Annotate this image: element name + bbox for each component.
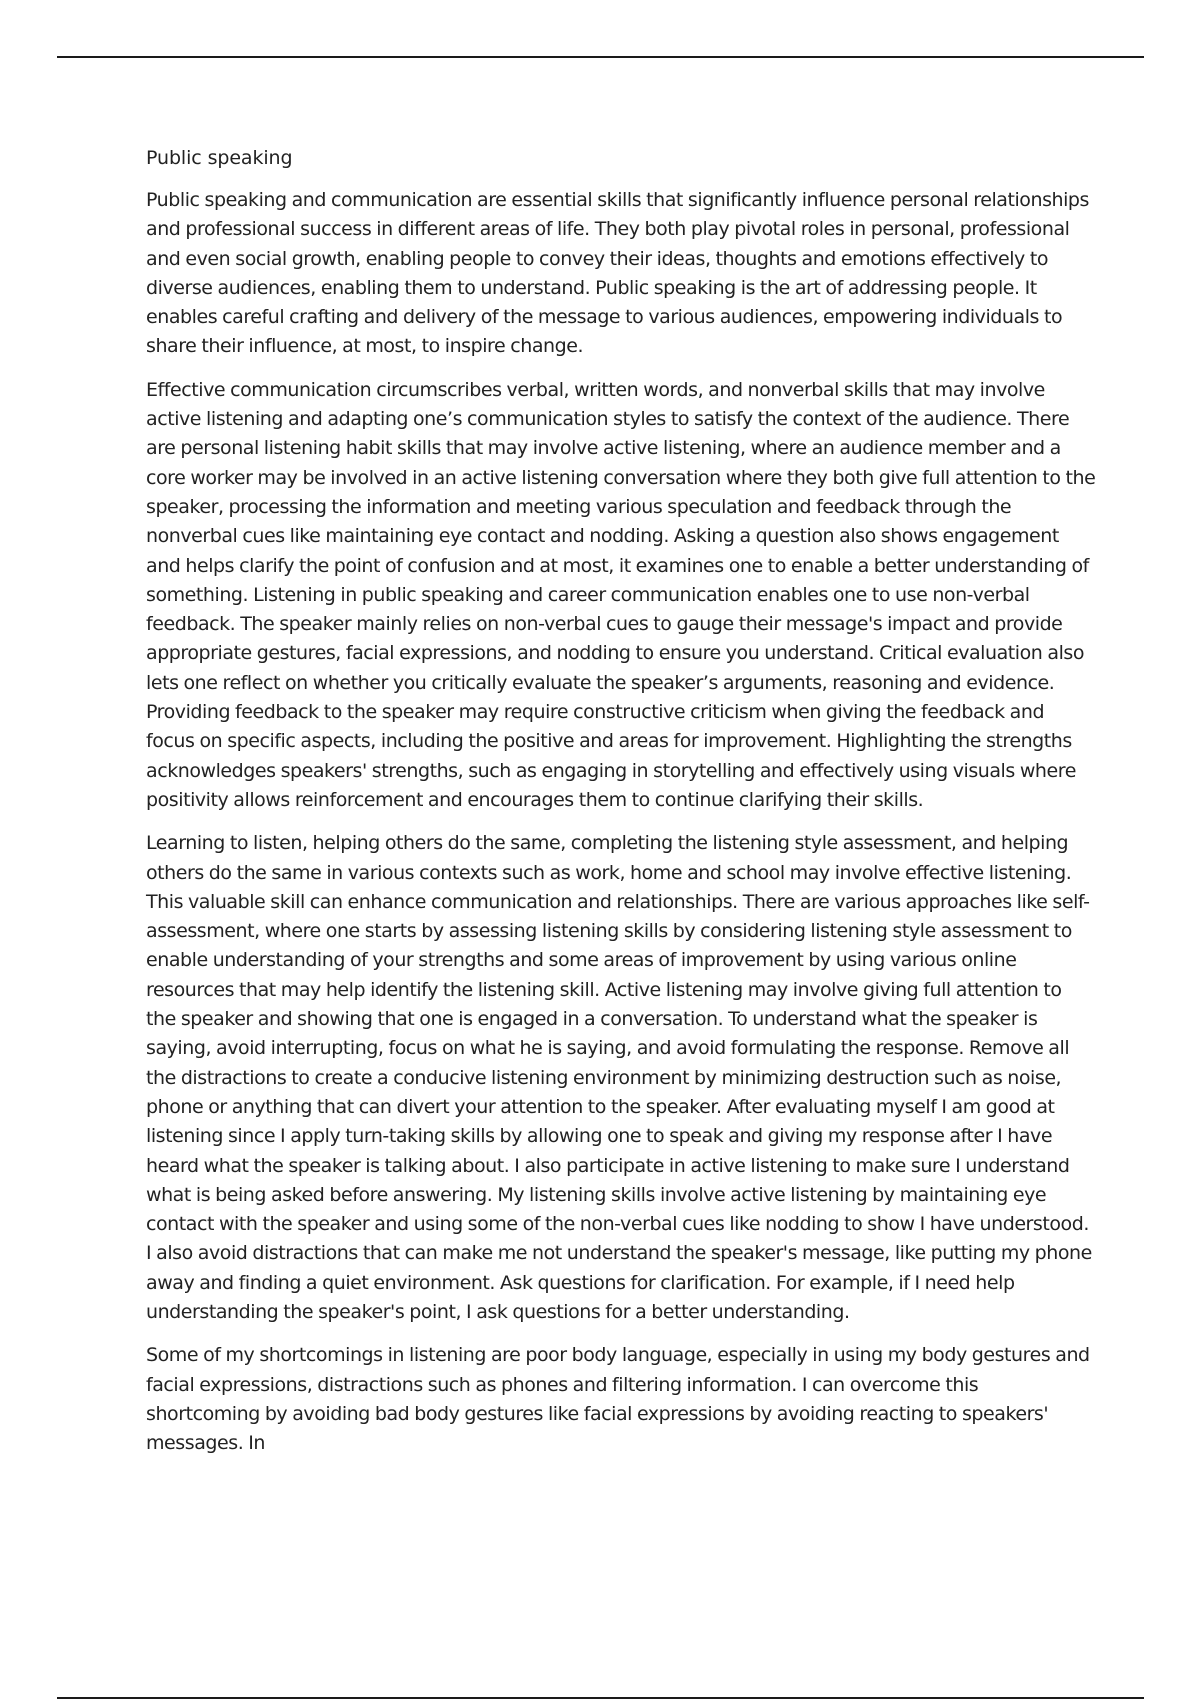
paragraph-1: Public speaking and communication are essential skills that significantly influence personal relationships and professional success in different areas of life. They both play pivotal roles in personal, professional and even social growth, enabling people to convey their ideas, thoughts and emotions effectively to diverse audiences, enabling them to understand. Public speaking is the art of addressing people. It enables careful crafting and delivery of the message to various audiences, empowering individuals to share their influence, at most, to inspire change.: [146, 189, 1089, 358]
footer-rule: [57, 1697, 1144, 1699]
paragraph-3: Learning to listen, helping others do the same, completing the listening style assessment, and helping others do the same in various contexts such as work, home and school may involve effective listening. This valuable skill can enhance communication and relationships. There are various approaches like self-assessment, where one starts by assessing listening skills by considering listening style assessment to enable understanding of your strengths and some areas of improvement by using various online resources that may help identify the listening skill. Active listening may involve giving full attention to the speaker and showing that one is engaged in a conversation. To understand what the speaker is saying, avoid interrupting, focus on what he is saying, and avoid formulating the response. Remove all the distractions to create a conducive listening environment by minimizing destruction such as noise, phone or anything that can divert your attention to the speaker. After evaluating myself I am good at listening since I apply turn-taking skills by allowing one to speak and giving my response after I have heard what the speaker is talking about. I also participate in active listening to make sure I understand what is being asked before answering. My listening skills involve active listening by maintaining eye contact with the speaker and using some of the non-verbal cues like nodding to show I have understood. I also avoid distractions that can make me not understand the speaker's message, like putting my phone away and finding a quiet environment. Ask questions for clarification. For example, if I need help understanding the speaker's point, I ask questions for a better understanding.: [146, 832, 1092, 1323]
paragraph-4: Some of my shortcomings in listening are poor body language, especially in using my body gestures and facial expressions, distractions such as phones and filtering information. I can overcome this shortcoming by avoiding bad body gestures like facial expressions by avoiding reacting to speakers' messages. In: [146, 1344, 1090, 1455]
header-rule: [57, 56, 1144, 58]
document-title: Public speaking: [146, 147, 293, 169]
document-body: [146, 143, 1096, 1472]
paragraph-2: Effective communication circumscribes verbal, written words, and nonverbal skills that may involve active listening and adapting one’s communication styles to satisfy the context of the audience. There are personal listening habit skills that may involve active listening, where an audience member and a core worker may be involved in an active listening conversation where they both give full attention to the speaker, processing the information and meeting various speculation and feedback through the nonverbal cues like maintaining eye contact and nodding. Asking a question also shows engagement and helps clarify the point of confusion and at most, it examines one to enable a better understanding of something. Listening in public speaking and career communication enables one to use non-verbal feedback. The speaker mainly relies on non-verbal cues to gauge their message's impact and provide appropriate gestures, facial expressions, and nodding to ensure you understand. Critical evaluation also lets one reflect on whether you critically evaluate the speaker’s arguments, reasoning and evidence. Providing feedback to the speaker may require constructive criticism when giving the feedback and focus on specific aspects, including the positive and areas for improvement. Highlighting the strengths acknowledges speakers' strengths, such as engaging in storytelling and effectively using visuals where positivity allows reinforcement and encourages them to continue clarifying their skills.: [146, 378, 1096, 811]
